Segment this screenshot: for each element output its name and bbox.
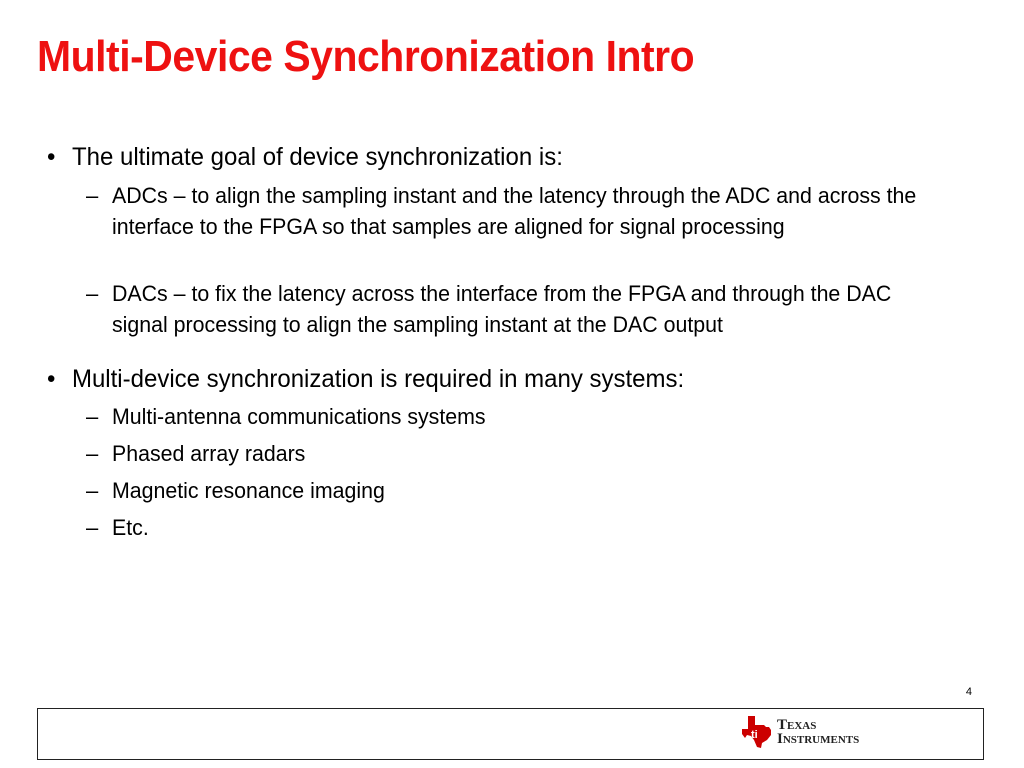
ti-logo — [742, 716, 859, 748]
svg-text:ti: ti — [751, 729, 758, 741]
bullet-dot-icon: • — [47, 143, 56, 171]
dash-icon: – — [86, 441, 99, 466]
slide-title: Multi-Device Synchronization Intro — [37, 32, 695, 81]
texas-state-icon — [742, 716, 772, 748]
bullet-text: The ultimate goal of device synchronization is: — [71, 143, 563, 171]
dash-icon: – — [86, 478, 99, 503]
dash-icon: – — [86, 404, 99, 429]
dash-icon: – — [86, 515, 99, 540]
sub-bullet-text: Etc. — [112, 515, 149, 540]
sub-bullet-text: Magnetic resonance imaging — [112, 478, 385, 503]
page-number: 4 — [965, 686, 972, 698]
bullet-text: Multi-device synchronization is required in many systems: — [71, 365, 685, 393]
sub-bullet-text: ADCs – to align the sampling instant and the latency through the ADC and across the interface to the FPGA so that samples are aligned for signal processing — [112, 183, 917, 239]
sub-bullet-text: Phased array radars — [112, 441, 306, 466]
dash-icon: – — [86, 281, 99, 306]
bullet-dot-icon: • — [47, 365, 56, 393]
logo-line-1: Texas — [777, 717, 817, 733]
sub-bullet-text: Multi-antenna communications systems — [112, 404, 486, 429]
sub-bullet-text: DACs – to fix the latency across the interface from the FPGA and through the DAC signal processing to align the sampling instant at the DAC output — [112, 281, 892, 337]
dash-icon: – — [86, 183, 99, 208]
logo-line-2: Instruments — [777, 731, 860, 747]
